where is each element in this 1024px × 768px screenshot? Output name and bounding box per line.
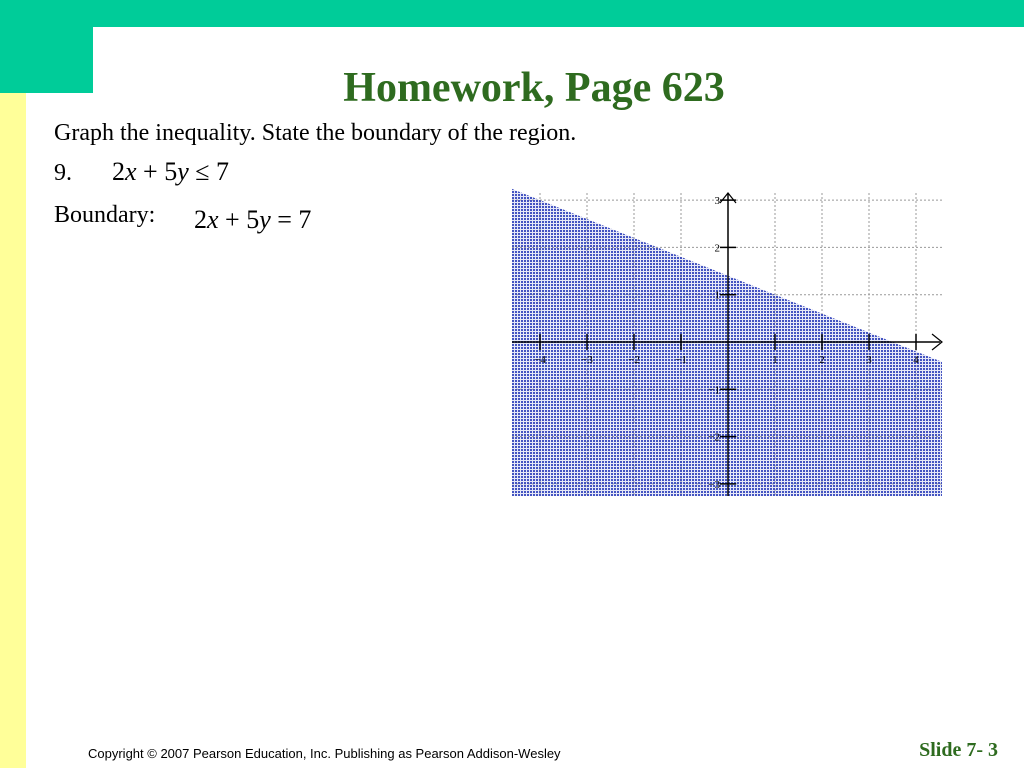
x-tick-label: −4: [534, 354, 546, 366]
x-tick-label: 4: [913, 354, 919, 366]
instruction-text: Graph the inequality. State the boundary of the region.: [54, 120, 577, 146]
y-tick-label: −3: [708, 478, 720, 491]
problem-inequality: 2x + 5y ≤ 7: [112, 157, 230, 186]
boundary-label: Boundary:: [54, 202, 156, 228]
problem-number: 9.: [54, 160, 72, 186]
x-tick-label: 2: [819, 354, 825, 366]
x-tick-label: 3: [866, 354, 872, 366]
x-tick-label: 1: [772, 354, 778, 366]
y-tick-label: 2: [714, 242, 720, 255]
slide-title: Homework, Page 623: [343, 65, 725, 111]
x-tick-label: −3: [581, 354, 593, 366]
boundary-equation: 2x + 5y = 7: [194, 205, 312, 234]
slide-number: Slide 7- 3: [919, 739, 998, 761]
y-tick-label: −1: [708, 384, 720, 397]
y-tick-label: 3: [714, 195, 720, 208]
top-accent-bar: [0, 0, 1024, 27]
inequality-graph: [500, 185, 950, 505]
copyright-text: Copyright © 2007 Pearson Education, Inc. Publishing as Pearson Addison-Wesley: [88, 746, 561, 761]
x-tick-label: −1: [675, 354, 687, 366]
side-accent-bar: [0, 93, 26, 768]
y-tick-label: −2: [708, 431, 720, 444]
y-tick-label: 1: [714, 289, 720, 302]
x-tick-label: −2: [628, 354, 640, 366]
